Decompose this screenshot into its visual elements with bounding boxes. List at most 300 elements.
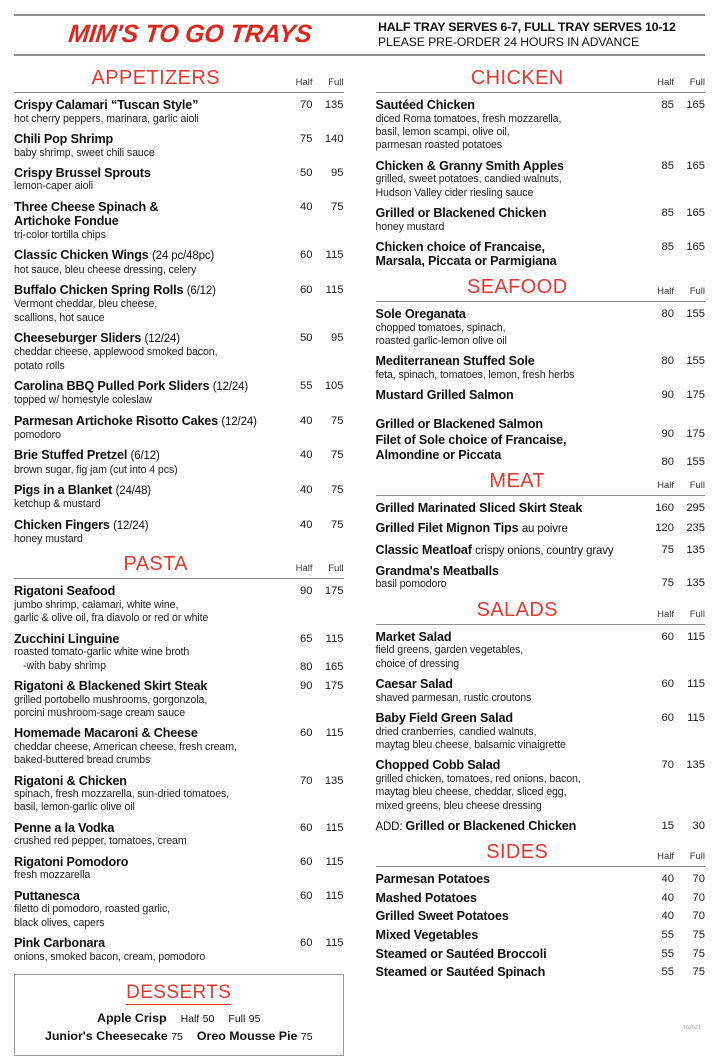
menu-item-name: Mixed Vegetables: [375, 928, 479, 943]
price-full: 115: [325, 632, 344, 645]
item-quantity: (12/24): [113, 519, 149, 532]
menu-item-description: field greens, garden vegetables, choice of dressing: [375, 644, 524, 670]
salad-addon-row: [376, 819, 706, 834]
menu-item-description: topped w/ homestyle coleslaw: [14, 394, 152, 407]
item-title: Rigatoni & Chicken: [14, 773, 127, 788]
item-quantity: (12/24): [212, 381, 249, 394]
menu-item: [14, 132, 344, 160]
price-full: 115: [325, 855, 344, 868]
section-title-sides: SIDES: [486, 841, 549, 864]
menu-item: [376, 521, 706, 536]
menu-item-prices: [643, 947, 705, 960]
dessert-price: 75: [171, 1030, 183, 1043]
price-full: 175: [324, 679, 344, 692]
menu-item-prices: [282, 855, 344, 868]
menu-item-name: [14, 166, 276, 181]
menu-item-prices: [643, 928, 705, 941]
price-full: 95: [331, 166, 344, 179]
item-title: Mediterranean Stuffed Sole: [375, 354, 535, 369]
chicken-header: [376, 66, 706, 90]
menu-item-prices: [643, 909, 705, 922]
price-full: 70: [692, 891, 705, 904]
meat-header: [376, 469, 706, 493]
menu-item: [376, 711, 706, 752]
menu-item-main: [14, 821, 282, 849]
menu-item-prices: [643, 206, 705, 219]
price-half: 70: [300, 774, 313, 787]
menu-item-main: [376, 307, 644, 348]
menu-page: [0, 14, 719, 1043]
price-full: 135: [686, 576, 705, 589]
price-half: 90: [300, 585, 313, 598]
seafood-divider: [376, 301, 706, 302]
item-title: Mustard Grilled Salmon: [375, 388, 514, 403]
price-full: 165: [686, 206, 705, 219]
menu-item-prices: [282, 379, 344, 392]
price-full: 155: [686, 355, 705, 368]
menu-item-name: [14, 331, 276, 346]
price-full: 115: [325, 936, 344, 949]
menu-item-main: [14, 584, 282, 625]
price-full: 235: [686, 522, 705, 535]
menu-item-prices: [643, 521, 705, 534]
serving-capacity-line: HALF TRAY SERVES 6-7, FULL TRAY SERVES 10-12: [378, 20, 676, 34]
menu-item-description: hot sauce, bleu cheese dressing, celery: [14, 263, 197, 276]
item-title: Grilled or Blackened Salmon: [375, 416, 543, 431]
price-full: 165: [686, 99, 705, 111]
salad-addon-prices: [643, 819, 705, 832]
menu-item-name: [376, 758, 638, 773]
full-column-header: Full: [689, 608, 705, 620]
menu-item: [375, 416, 706, 440]
menu-item-main: [376, 891, 644, 906]
menu-item: [14, 331, 344, 373]
menu-item-prices: [282, 936, 344, 949]
item-title: Pink Carbonara: [14, 935, 105, 950]
item-title: Classic Chicken Wings: [14, 248, 149, 263]
menu-item-main: [376, 758, 644, 813]
menu-item-prices: [282, 448, 344, 461]
menu-item-prices: [282, 821, 344, 834]
price-half: 60: [661, 712, 674, 725]
menu-item-main: [14, 414, 282, 443]
menu-item-name: [376, 240, 638, 269]
menu-item-name: [14, 774, 276, 789]
menu-item-prices: [643, 427, 705, 440]
menu-item-prices: [643, 501, 705, 514]
price-half: 85: [661, 99, 674, 111]
item-title: Grandma's Meatballs: [375, 563, 499, 578]
menu-item-name: [376, 677, 638, 692]
dessert-price: 75: [300, 1030, 313, 1043]
menu-item-main: [14, 936, 282, 964]
menu-item-prices: [282, 98, 344, 111]
menu-item-name: [14, 679, 276, 694]
item-title: Grilled or Blackened Chicken: [375, 205, 547, 220]
menu-item-main: [376, 354, 644, 382]
menu-item-prices: [282, 166, 344, 179]
menu-item-main: [14, 98, 282, 126]
appetizers-price-headers: [282, 77, 344, 88]
menu-item-prices: [282, 584, 344, 597]
menu-item-main: [376, 159, 644, 200]
menu-item-description: roasted tomato-garlic white wine broth: [14, 646, 190, 659]
price-half: 65: [300, 632, 313, 645]
section-title-seafood: SEAFOOD: [466, 276, 568, 299]
salad-addon-label: Grilled or Blackened Chicken: [405, 818, 577, 833]
menu-item-name: [14, 379, 276, 394]
menu-item-description: basil pomodoro: [375, 578, 447, 591]
item-title: Pigs in a Blanket: [14, 483, 113, 498]
menu-item-prices: [643, 307, 705, 320]
item-quantity: (12/24): [144, 333, 180, 346]
price-half: 55: [661, 947, 674, 960]
section-seafood: [375, 275, 706, 469]
sides-header: [376, 840, 706, 864]
dessert-row-apple-crisp: [15, 1010, 343, 1028]
item-title: Rigatoni Seafood: [14, 584, 116, 599]
price-full: 135: [324, 774, 344, 787]
menu-item-main: [376, 872, 644, 887]
price-half: 85: [661, 206, 674, 219]
menu-item-main: [14, 774, 282, 815]
menu-item: [14, 414, 344, 443]
price-full: 115: [325, 889, 344, 902]
section-appetizers: [14, 66, 344, 546]
menu-item-name: Grilled Sweet Potatoes: [375, 909, 509, 924]
section-salads: [376, 598, 706, 834]
price-full: 165: [686, 159, 705, 172]
menu-item: [376, 240, 706, 269]
item-title: Grilled Filet Mignon Tips: [375, 521, 519, 536]
menu-item-description: dried cranberries, candied walnuts, maytag bleu cheese, balsamic vinaigrette: [375, 725, 566, 751]
menu-item-description: shaved parmesan, rustic croutons: [375, 691, 532, 704]
price-half: 40: [300, 449, 313, 462]
menu-item-prices: [643, 630, 705, 643]
menu-item-name: Steamed or Sautéed Broccoli: [375, 946, 547, 961]
menu-item-description: lemon-caper aioli: [14, 180, 93, 193]
menu-item-prices: [282, 726, 344, 739]
appetizers-item-list: [14, 98, 344, 546]
salads-header: [376, 598, 706, 622]
item-title: Buffalo Chicken Spring Rolls: [14, 283, 184, 298]
menu-item-main: [14, 283, 282, 325]
menu-item-name: [14, 248, 276, 263]
full-column-header: Full: [689, 851, 705, 863]
menu-item-name: Parmesan Potatoes: [375, 872, 490, 887]
item-quantity: (6/12): [186, 285, 216, 298]
menu-item-main: [376, 240, 644, 269]
half-column-header: Half: [657, 851, 674, 863]
menu-item-prices: [643, 388, 705, 401]
meat-item-list: [376, 501, 706, 592]
menu-item-prices: [643, 240, 705, 253]
menu-item-description: grilled chicken, tomatoes, red onions, bacon, maytag bleu cheese, cheddar, sliced egg, mixed greens, bleu cheese dressing: [375, 772, 581, 812]
menu-item-description: brown sugar, fig jam (cut into 4 pcs): [14, 463, 178, 476]
salad-addon-prefix: ADD:: [375, 820, 406, 833]
dessert-row-cheesecake-oreo: [15, 1028, 343, 1046]
menu-item-description: tri-color tortilla chips: [14, 229, 106, 241]
price-half: 60: [661, 630, 674, 643]
item-title: Filet of Sole choice of Francaise, Almondine or Piccata: [375, 433, 567, 463]
price-full: 75: [331, 200, 344, 213]
menu-item: [376, 159, 706, 200]
section-meat: [376, 469, 706, 592]
right-column: [376, 66, 706, 1056]
menu-item: [14, 483, 344, 512]
salad-addon-main: [376, 819, 644, 834]
price-half: 120: [655, 522, 674, 535]
menu-item-main: [376, 564, 644, 592]
item-title: Chicken Fingers: [14, 517, 110, 532]
item-quantity: (12/24): [221, 415, 257, 428]
item-title: Sole Oreganata: [375, 307, 466, 322]
price-half: 60: [300, 821, 313, 834]
price-half: 60: [661, 678, 674, 691]
salads-item-list: [376, 630, 706, 813]
price-half: 50: [300, 166, 313, 179]
left-column: [14, 66, 344, 1056]
menu-item-prices: [282, 331, 344, 344]
menu-item-description: hot cherry peppers, marinara, garlic aioli: [14, 112, 199, 125]
menu-item: [14, 774, 344, 815]
menu-item-name: [14, 448, 276, 463]
price-full: 75: [692, 966, 705, 979]
menu-item-prices: [282, 132, 344, 145]
price-half: 90: [661, 389, 674, 402]
price-half: 55: [661, 929, 674, 942]
price-half: 90: [300, 679, 313, 692]
menu-item-name: [14, 889, 276, 904]
menu-item-name: [376, 711, 638, 726]
menu-item-name: [376, 354, 638, 369]
menu-item: [14, 166, 344, 194]
menu-item-name: [14, 632, 276, 647]
menu-item-main: [376, 947, 644, 962]
section-title-meat: MEAT: [489, 469, 546, 492]
item-title: Crispy Calamari “Tuscan Style”: [14, 98, 199, 112]
price-full: 115: [687, 678, 705, 691]
price-half: 90: [661, 427, 674, 440]
section-chicken: [376, 66, 706, 269]
price-full: 30: [692, 819, 705, 832]
full-column-header: Full: [328, 563, 344, 575]
dessert-full-label: Full: [228, 1012, 246, 1025]
menu-item-description: grilled portobello mushrooms, gorgonzola, porcini mushroom-sage cream sauce: [14, 693, 208, 719]
price-full: 70: [692, 910, 705, 923]
menu-item-name: [14, 132, 276, 147]
menu-item-name: Steamed or Sautéed Spinach: [375, 965, 546, 980]
menu-item-description: filetto di pomodoro, roasted garlic, black olives, capers: [14, 903, 170, 929]
menu-item: [376, 758, 706, 813]
menu-item-name: Mashed Potatoes: [375, 890, 477, 905]
item-modifier: crispy onions, country gravy: [475, 544, 614, 557]
menu-item-main: [376, 417, 644, 432]
menu-item-description: cheddar cheese, applewood smoked bacon, potato rolls: [14, 346, 218, 372]
price-full: 115: [687, 630, 705, 643]
price-full: 115: [325, 727, 344, 740]
price-half: 85: [661, 159, 674, 172]
menu-item-name: [14, 821, 276, 836]
menu-item-prices: [643, 872, 705, 885]
menu-item: [376, 388, 706, 403]
menu-item-prices: [282, 483, 344, 496]
item-title: Caesar Salad: [375, 677, 453, 692]
menu-item-sub-option: [14, 660, 344, 673]
menu-item-prices: [282, 414, 344, 427]
menu-item-prices: [282, 774, 344, 787]
menu-item-name: [376, 206, 638, 221]
price-half: 80: [300, 660, 313, 673]
menu-item: [14, 200, 344, 243]
price-half: 40: [300, 200, 313, 213]
price-full: 75: [692, 947, 705, 960]
menu-item: [14, 379, 344, 408]
item-title: Grilled Marinated Sliced Skirt Steak: [375, 500, 583, 515]
price-full: 165: [324, 660, 344, 673]
price-full: 175: [686, 389, 705, 402]
section-title-appetizers: APPETIZERS: [91, 67, 220, 89]
half-column-header: Half: [295, 77, 313, 88]
price-full: 115: [687, 712, 705, 725]
item-title: Penne a la Vodka: [14, 820, 115, 835]
full-column-header: Full: [689, 77, 705, 88]
menu-item-description: spinach, fresh mozzarella, sun-dried tomatoes, basil, lemon-garlic olive oil: [14, 788, 230, 814]
menu-item-name: [14, 584, 276, 599]
menu-item-main: [14, 166, 282, 194]
sides-item-list: [376, 872, 706, 980]
chicken-divider: [376, 92, 706, 93]
menu-item-name: [14, 200, 276, 229]
menu-item-name: [376, 564, 638, 579]
menu-item-description: onions, smoked bacon, cream, pomodoro: [14, 950, 206, 963]
preorder-notice-line: PLEASE PRE-ORDER 24 HOURS IN ADVANCE: [378, 35, 639, 49]
price-half: 70: [661, 759, 674, 772]
menu-item-main: [376, 521, 644, 536]
menu-item: [14, 821, 344, 849]
menu-item-name: [14, 483, 276, 498]
menu-item-main: [14, 379, 282, 408]
menu-item-name: [376, 307, 638, 322]
section-pasta: [14, 552, 344, 964]
item-title: Zucchini Linguine: [14, 631, 120, 646]
menu-item-name: [14, 855, 276, 870]
menu-item-prices: [643, 98, 705, 111]
menu-item-prices: [643, 758, 705, 771]
price-half: 70: [300, 99, 313, 111]
price-half: 55: [300, 380, 313, 393]
menu-item-prices: [643, 677, 705, 690]
price-half: 60: [300, 727, 313, 740]
seafood-price-headers: [643, 286, 705, 297]
menu-item: [376, 354, 706, 382]
menu-item: [376, 564, 706, 592]
menu-item-name: [14, 518, 276, 533]
price-half: 85: [661, 240, 674, 253]
menu-item-name: [14, 283, 276, 298]
chicken-price-headers: [643, 77, 705, 88]
dessert-half-price: 50: [202, 1012, 215, 1025]
menu-item: [376, 909, 706, 924]
salads-price-headers: [643, 609, 705, 620]
menu-item: [376, 965, 706, 980]
menu-item: [14, 248, 344, 277]
menu-item-description: baby shrimp, sweet chili sauce: [14, 146, 155, 159]
price-half: 40: [661, 873, 674, 886]
sides-price-headers: [643, 851, 705, 862]
sides-divider: [376, 866, 706, 867]
menu-item-prices: [643, 891, 705, 904]
price-full: 165: [686, 240, 705, 253]
price-half: 55: [661, 966, 674, 979]
price-full: 295: [686, 501, 705, 514]
item-title: Carolina BBQ Pulled Pork Sliders: [14, 379, 210, 394]
pasta-header: [14, 552, 344, 576]
price-full: 75: [331, 449, 344, 462]
menu-item-main: [376, 965, 644, 980]
menu-item: [14, 855, 344, 883]
menu-item-name: [14, 726, 276, 741]
menu-item: [376, 206, 706, 234]
chicken-item-list: [376, 98, 706, 269]
section-title-pasta: PASTA: [123, 553, 189, 576]
menu-item-prices: [282, 283, 344, 296]
price-full: 75: [331, 484, 344, 497]
price-full: 135: [324, 99, 344, 111]
salad-addon-name: [376, 819, 638, 834]
item-title: Three Cheese Spinach & Artichoke Fondue: [14, 199, 159, 229]
price-half: 40: [661, 891, 674, 904]
menu-item: [14, 726, 344, 767]
item-title: Crispy Brussel Sprouts: [14, 165, 151, 180]
full-column-header: Full: [689, 479, 705, 491]
menu-item-main: [376, 501, 644, 516]
pasta-item-list: [14, 584, 344, 964]
menu-item: [376, 307, 706, 348]
dessert-full-price: 95: [248, 1012, 261, 1025]
half-column-header: Half: [657, 479, 674, 491]
price-half: 60: [300, 284, 313, 297]
menu-item-name: [14, 98, 276, 113]
menu-item-description: chopped tomatoes, spinach, roasted garlic-lemon olive oil: [375, 321, 507, 347]
menu-item-prices: [643, 576, 705, 589]
menu-item: [14, 889, 344, 930]
price-full: 75: [331, 518, 344, 531]
item-title: Sautéed Chicken: [375, 98, 475, 112]
menu-item-main: [376, 711, 644, 752]
page-title: MIM'S TO GO TRAYS: [67, 20, 314, 48]
price-half: 15: [661, 819, 674, 832]
print-code: 102021: [683, 1025, 701, 1031]
salads-divider: [376, 624, 706, 625]
price-full: 135: [686, 759, 705, 772]
item-title: Chopped Cobb Salad: [375, 758, 501, 773]
menu-item-main: [376, 677, 644, 705]
menu-item-main: [376, 630, 644, 671]
menu-columns: [14, 66, 705, 1056]
menu-item-main: [376, 928, 644, 943]
price-half: 75: [661, 576, 674, 589]
pasta-divider: [14, 578, 344, 579]
item-title: Chili Pop Shrimp: [14, 131, 114, 146]
item-title: Rigatoni Pomodoro: [14, 854, 129, 869]
menu-item-main: [14, 679, 282, 720]
menu-item-main: [14, 632, 282, 660]
menu-item: [376, 947, 706, 962]
dessert-name: Apple Crisp: [97, 1010, 167, 1025]
menu-item-name: [376, 521, 638, 536]
menu-item-description: crushed red pepper, tomatoes, cream: [14, 835, 187, 848]
